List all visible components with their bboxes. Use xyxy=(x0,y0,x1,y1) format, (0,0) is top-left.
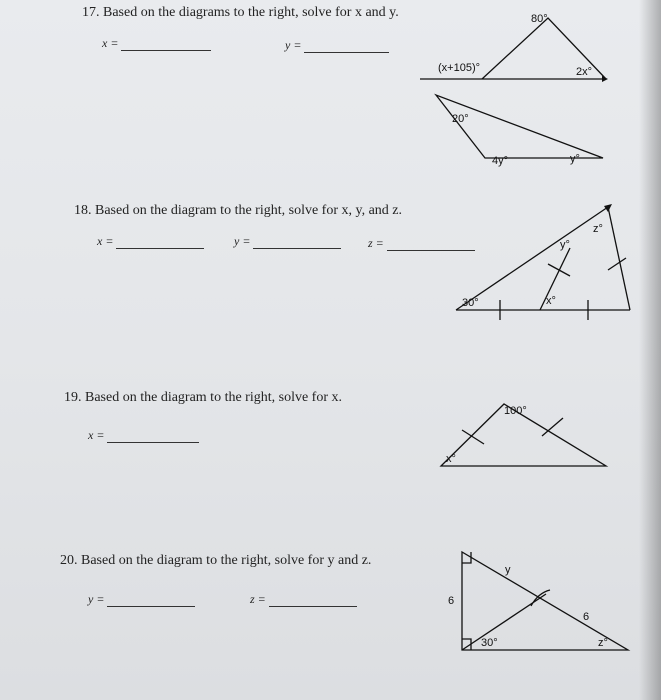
figure-17b-triangle xyxy=(436,95,603,158)
answer-label: x = xyxy=(88,428,105,442)
question-number: 20. xyxy=(60,553,78,568)
answer-label: y = xyxy=(285,38,302,52)
right-angle-icon xyxy=(462,552,471,563)
question-number: 18. xyxy=(74,203,92,218)
answer-label: x = xyxy=(97,234,114,248)
figure-17a-label-left: (x+105)° xyxy=(438,62,481,74)
tick-mark-icon xyxy=(608,258,626,270)
figure-18-label-z: z° xyxy=(593,223,603,235)
question-prompt: Based on the diagram to the right, solve for x. xyxy=(85,390,342,405)
figure-19-label-100: 100° xyxy=(504,405,527,417)
answer-label: z = xyxy=(250,592,266,606)
figure-17b-label-top: 20° xyxy=(452,113,469,125)
arrow-head-icon xyxy=(602,76,608,82)
figure-17a-label-top: 80° xyxy=(531,13,548,25)
answer-label: y = xyxy=(234,234,251,248)
figure-20-label-z: z° xyxy=(598,637,608,649)
question-prompt: Based on the diagrams to the right, solve for x and y. xyxy=(103,5,399,20)
figure-18-label-y: y° xyxy=(560,239,570,251)
figure-20-label-left-side: 6 xyxy=(448,595,455,607)
figure-18-label-30: 30° xyxy=(462,297,479,309)
question-number: 17. xyxy=(82,5,100,20)
figure-18-label-x: x° xyxy=(546,295,556,307)
figure-17a-label-right: 2x° xyxy=(576,66,593,78)
figure-20-label-y: y xyxy=(505,564,511,576)
figure-17b-outline xyxy=(436,95,603,158)
answer-label: x = xyxy=(102,36,119,50)
figure-20-outline xyxy=(462,552,628,650)
answer-label: y = xyxy=(88,592,105,606)
figure-20-label-30: 30° xyxy=(481,637,498,649)
figure-18-hypotenuse xyxy=(456,207,608,310)
arrow-head-icon xyxy=(604,204,612,212)
question-number: 19. xyxy=(64,390,82,405)
figure-20-diagram xyxy=(462,552,628,650)
tick-mark-icon xyxy=(548,264,570,276)
figure-17b-label-bottom-right: y° xyxy=(570,153,580,165)
question-prompt: Based on the diagram to the right, solve for y and z. xyxy=(81,553,372,568)
figure-18-right-side xyxy=(608,207,630,310)
figure-18-diagram xyxy=(456,204,630,320)
answer-label: z = xyxy=(368,236,384,250)
question-prompt: Based on the diagram to the right, solve for x, y, and z. xyxy=(95,203,403,218)
figure-20-label-right-segment: 6 xyxy=(583,611,590,623)
figure-17b-label-bottom-left: 4y° xyxy=(492,155,509,167)
figure-19-label-x: x° xyxy=(446,453,456,465)
